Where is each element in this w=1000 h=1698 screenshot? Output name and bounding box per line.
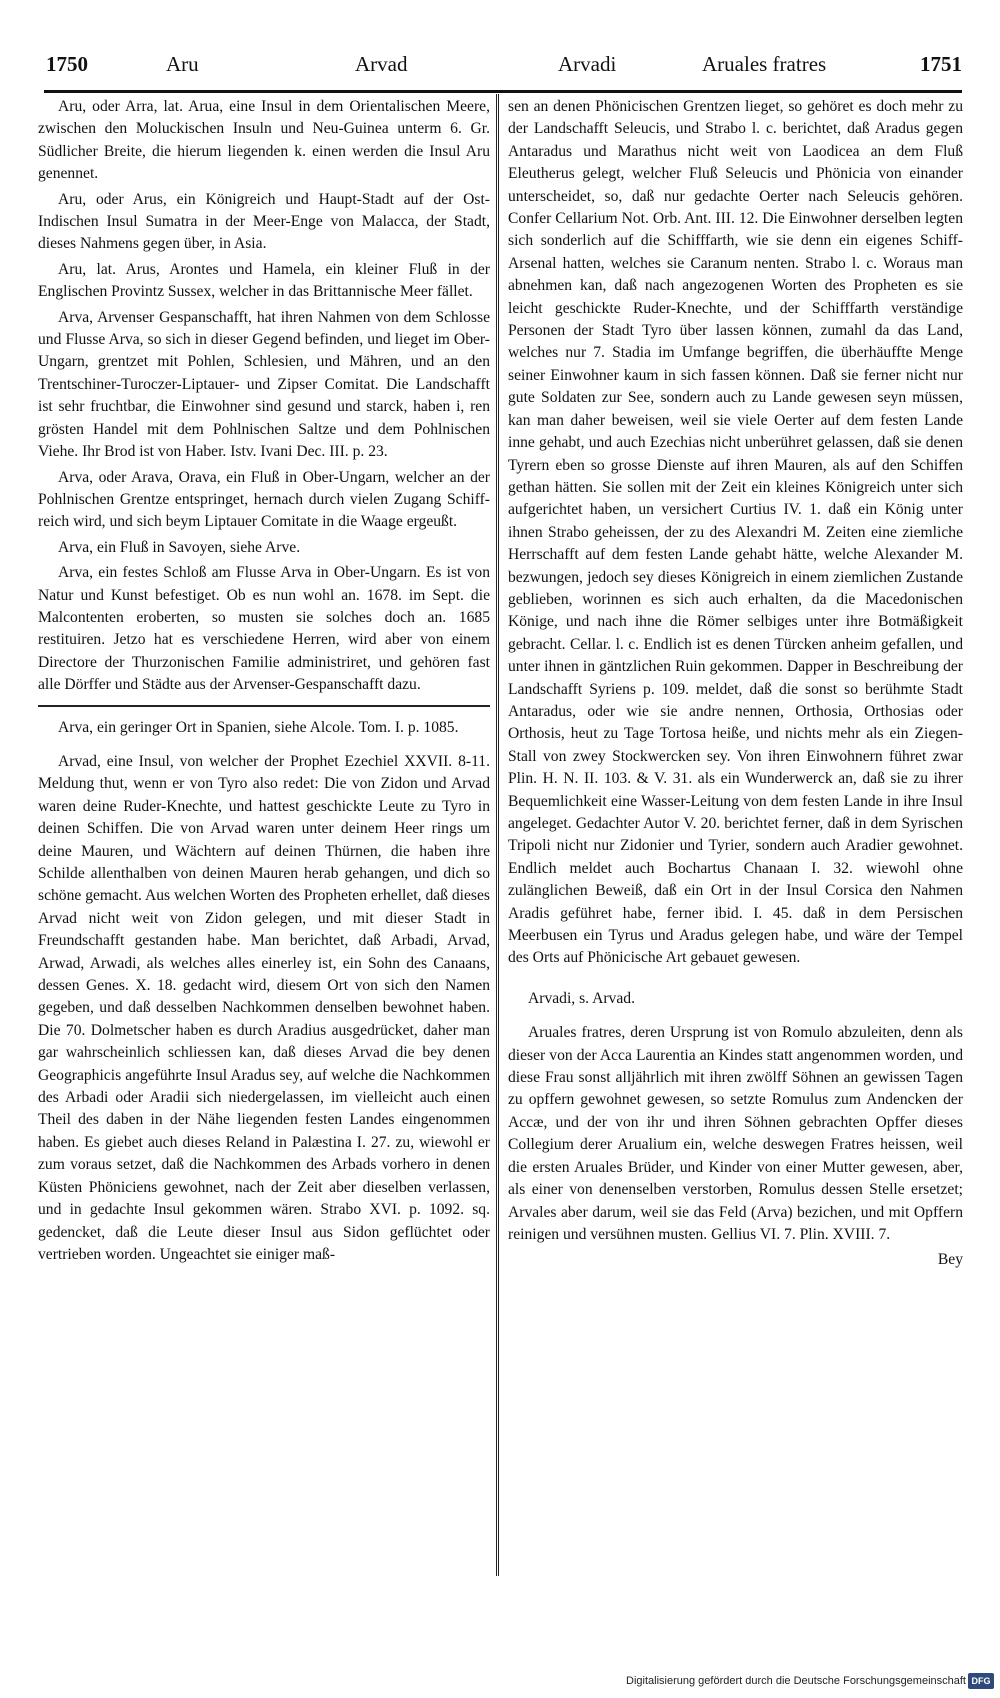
column-divider: [496, 94, 499, 1576]
entry-arva-fluss: Arva, oder Arava, Orava, ein Fluß in Ober-Ungarn, welcher an der Pohlnischen Grentze entspringet, hernach durch vielen Zugang Schiff-reich wird, und sich beym Liptauer Comitate in die Waage ergeußt.: [38, 468, 490, 531]
dfg-logo: DFG: [968, 1673, 994, 1689]
entry-arvadi: Arvadi, s. Arvad.: [528, 989, 635, 1007]
page-number-left: 1750: [46, 52, 88, 76]
digitization-credit: Digitalisierung gefördert durch die Deutsche Forschungsgemeinschaft: [626, 1675, 966, 1687]
page-footer: [0, 1671, 1000, 1693]
left-column: [38, 96, 490, 1269]
entry-aru-3: Aru, lat. Arus, Arontes und Hamela, ein kleiner Fluß in der Englischen Provintz Sussex, welcher in das Brittannische Meer fället.: [38, 260, 490, 301]
running-head-left: Aru: [166, 52, 199, 76]
page-number-right: 1751: [920, 52, 962, 76]
header-rule: [44, 90, 962, 93]
right-column: [508, 96, 963, 1272]
entry-aru-2: Aru, oder Arus, ein Königreich und Haupt-Stadt auf der Ost-Indischen Insul Sumatra in der Meer-Enge von Malacca, der Stadt, dieses Nahmens gegen über, in Asia.: [38, 190, 490, 253]
entry-aru-1: Aru, oder Arra, lat. Arua, eine Insul in dem Orientalischen Meere, zwischen den Moluckischen Insuln und Neu-Guinea unterm 6. Gr. Südlicher Breite, die hierum liegenden k. einen werden die Insul Aru genennet.: [38, 98, 490, 183]
running-head-center-right: Arvadi: [558, 52, 617, 76]
catchword: Bey: [937, 1251, 963, 1269]
entry-aruales-fratres: Aruales fratres, deren Ursprung ist von Romulo abzuleiten, denn als dieser von der Acca Laurentia an Kindes statt angenommen worden, und diese Frau sonst alljährlich mit ihren zwölff Söhnen an gewissen Tagen zu opffern gewohnet gewesen, so setzte Romulus zum Andencken der Accæ, und der von ihr und ihren Söhnen gebrachten Opffer dieses Collegium derer Arualium ein, welche deswegen Fratres heissen, weil die ersten Aruales Brüder, und Kinder von einer Mutter gewesen, aber, als einer von denenselben verstorben, Romulus dessen Stelle ersetzet; Arvales aber darum, weil sie das Feld (Arva) bezichen, und mit Opffern reinigen und versühnen musten. Gellius VI. 7. Plin. XVIII. 7.: [508, 1024, 963, 1243]
page-header: [38, 52, 962, 86]
entry-arva-spanien: Arva, ein geringer Ort in Spanien, siehe Alcole. Tom. I. p. 1085.: [58, 718, 459, 736]
running-head-center-left: Arvad: [355, 52, 408, 76]
entry-arva-schloss: Arva, ein festes Schloß am Flusse Arva in Ober-Ungarn. Es ist von Natur und Kunst befestiget. Ob es nun wohl an. 1678. im Sept. die Malcontenten eroberten, so musten sie solches doch an. 1685 restituiren. Jetzo hat es verschiedene Herren, wird aber von einem Directore der Thurzonischen Familie administriret, und gehören fast alle Dörffer und Städte aus der Arvenser-Gespanschafft dazu.: [38, 564, 490, 694]
entry-arva-savoyen: Arva, ein Fluß in Savoyen, siehe Arve.: [58, 538, 301, 556]
entry-arvad: Arvad, eine Insul, von welcher der Prophet Ezechiel XXVII. 8-11. Meldung thut, wenn er von Tyro also redet: Die von Zidon und Arvad waren deine Ruder-Knechte, und hattest geschickte Leute zu Tyro in deinen Schiffen. Die von Arvad waren unter deinem Heer rings um deine Mauren, und Wächtern auf deinen Thürnen, die haben ihre Schilde allenthalben von deinen Mauren herab gehangen, und dich so schöne gemacht. Aus welchen Worten des Propheten erhellet, daß dieses Arvad nicht weit von Zidon gelegen, und mit dieser Stadt in Freundschafft gestanden habe. Man berichtet, daß Arbadi, Arvad, Arwad, Arwadi, als welches alles einerley ist, ein Sohn des Canaans, dessen Genes. X. 18. gedacht wird, diesem Ort von sich den Namen gegeben, und daß desselben Nachkommen denselben bewohnet haben. Die 70. Dolmetscher haben es durch Aradius ausgedrücket, daher man gar wahrscheinlich schliessen kan, daß dieses Arvad die bey denen Geographicis angeführte Insul Aradus sey, auf welche die Nachkommen des Arbadi oder Aradii sich niedergelassen, im vielleicht auch einen Theil des daben in der Nähe liegenden festen Landes eingenommen haben. Es giebet auch dieses Reland in Palæstina I. 27. zu, wiewohl er zum voraus setzet, daß die Nachkommen des Arbads vorhero in denen Küsten Phöniciens gewohnet, nach der Zeit aber dieselben verlassen, und in gedachte Insul gekommen wären. Strabo XVI. p. 1092. sq. gedencket, daß die Leute dieser Insul aus Sidon geflüchtet oder vertrieben worden. Ungeachtet sie einiger maß-: [38, 752, 490, 1263]
entry-arva-gespanschafft: Arva, Arvenser Gespanschafft, hat ihren Nahmen von dem Schlosse und Flusse Arva, so sich in dieser Gegend befinden, und lieget im Ober-Ungarn, grentzet mit Pohlen, Schlesien, und Mähren, und an den Trentschiner-Turoczer-Liptauer- und Zipser Comitat. Die Landschafft ist sehr fruchtbar, die Einwohner sind gesund und starck, haben i, ren grösten Handel mit dem Pohlnischen Saltze und dem Pohlnischen Viehe. Ihr Brod ist von Haber. Istv. Ivani Dec. III. p. 23.: [38, 308, 490, 461]
running-head-right: Aruales fratres: [702, 52, 827, 76]
section-rule: [38, 705, 490, 707]
entry-arvad-continued: sen an denen Phönicischen Grentzen lieget, so gehöret es doch mehr zu der Landschafft Seleucis, und Strabo l. c. berichtet, daß Aradus gegen Antaradus und Marathus nicht weit von Laodicea an dem Fluß Eleutherus gelegt, welcher Fluß Seleucis und Phönicia von einander unterscheidet, so, daß nur gedachte Oerter nach Seleucis gehören. Confer Cellarium Not. Orb. Ant. III. 12. Die Einwohner derselben legten sich sonderlich auf die Schifffarth, wie sie denn ein eigenes Schiff-Arsenal hatten, welches sie Caranum nenten. Strabo l. c. Woraus man abnehmen kan, daß nach angezogenen Worten des Propheten es sie leicht geschickte Ruder-Knechte, und der Schifffarth verständige Personen der Stadt Tyro über lassen können, zumahl da das Land, welches nur 7. Stadia im Umfange begriffen, die überhäuffte Menge seiner Einwohner kaum in sich fassen können. Daß sie ferner nicht nur gute Soldaten zur See, sondern auch zu Lande gewesen seyn müssen, kan man daher beweisen, weil sie viele Oerter auf dem festen Lande inne gehabt, und auch Ezechias nicht unberühret gelassen, daß sie denen Tyrern eben so grosse Dienste auf ihren Mauren, als auf den Schiffen gethan hätten. Sie sollen mit der Zeit ein kleines Königreich unter sich aufgerichtet haben, un versichert Curtius IV. 1. daß ein König unter ihnen Strabo geheissen, der zu des Alexandri M. Zeiten eine ziemliche Herrschafft auf dem festen Lande gehabt hätte, welche Alexander M. bezwungen, jedoch sey dieses Königreich in einem ziemlichen Zustande geblieben, worinnen es sich auch erhalten, da die Macedonischen Könige, und nach ihne die Römer selbiges unter ihre Botmäßigkeit gebracht. Cellar. l. c. Endlich ist es denen Türcken anheim gefallen, und unter ihnen in gäntzlichen Ruin gekommen. Dapper in Beschreibung der Landschafft Syriens p. 109. meldet, daß die sonst so berühmte Stadt Antaradus, oder wie sie andre nennen, Orthosia, Orthosias oder Orthosis, heut zu Tage Tortosa heiße, und nichts mehr als ein Ziegen-Stall von zwey Stockwercken sey. Von ihren Einwohnern führet zwar Plin. H. N. II. 103. & V. 31. als ein Wunderwerck an, daß sie zu ihrer Bequemlichkeit eine Wasser-Leitung von dem festen Lande in ihre Insul angeleget. Gedachter Autor V. 20. berichtet ferner, daß in dem Syrischen Tripoli nicht nur Zidonier und Tyrier, sondern auch Aradier gewohnet. Endlich meldet auch Bochartus Chanaan I. 32. wiewohl ohne zulänglichen Beweiß, daß ein Ort in der Insul Corsica den Nahmen Aradis geführet habe, ferner ibid. I. 45. daß in dem Persischen Meerbusen ein Tyrus und Aradus gelegen habe, und wäre der Tempel des Orts auf Phönicische Art gebauet gewesen.: [508, 98, 963, 967]
